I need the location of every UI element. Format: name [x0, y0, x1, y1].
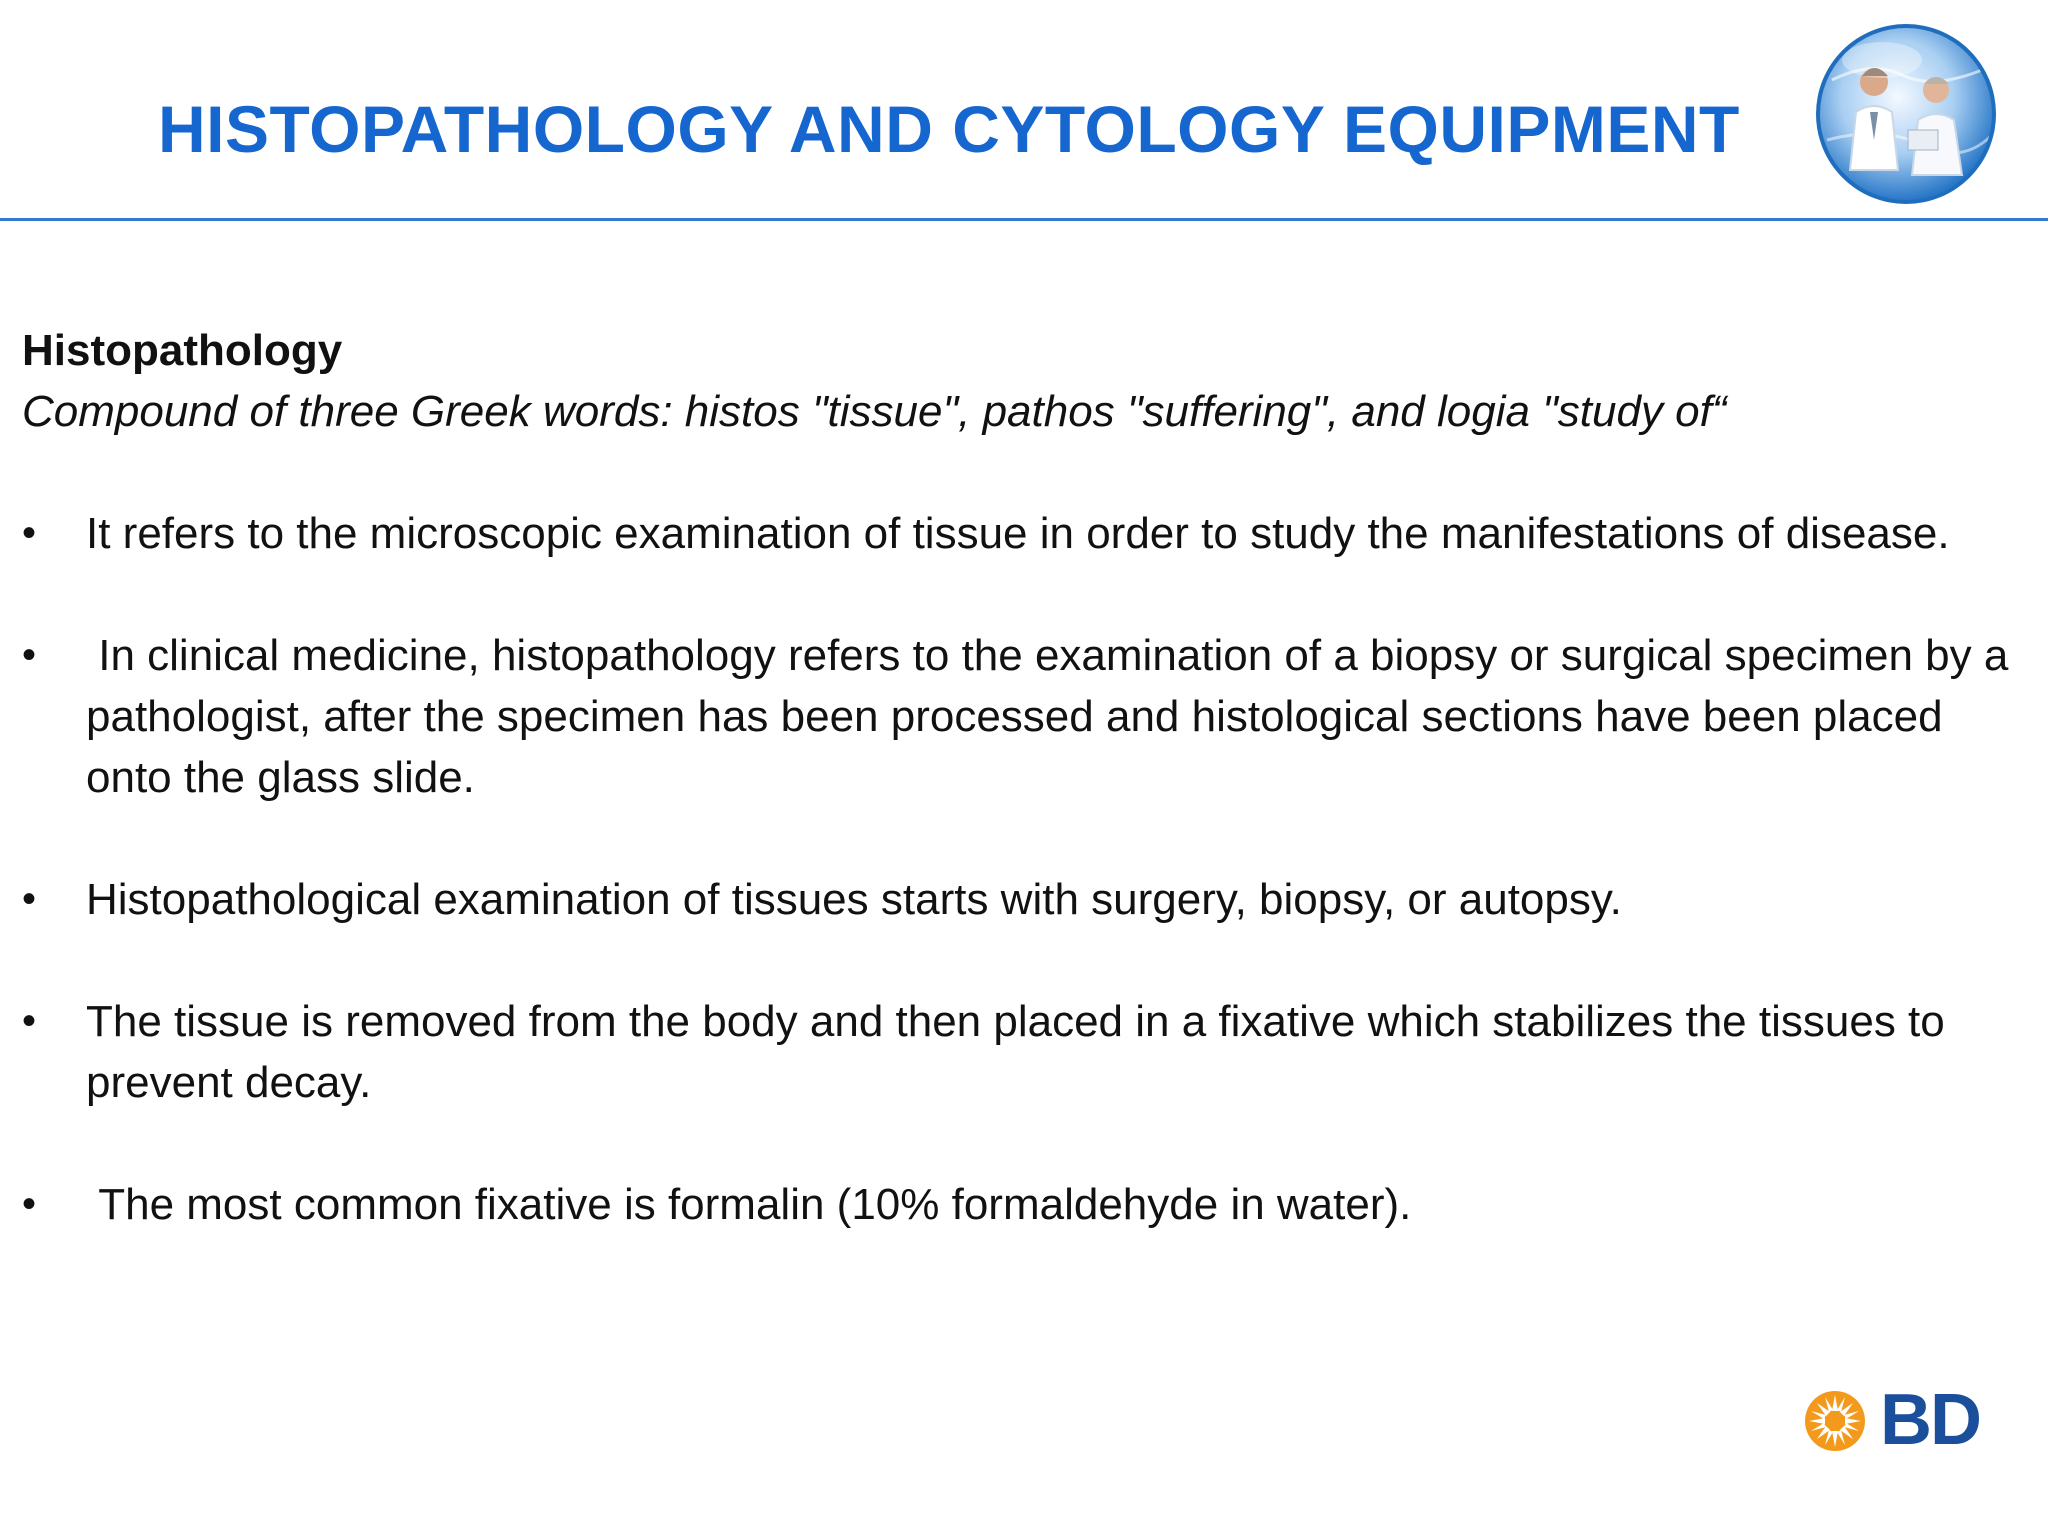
bullet-text: The tissue is removed from the body and then placed in a fixative which stabilizes the tissues to prevent decay.	[86, 997, 1945, 1107]
bullet-text: Histopathological examination of tissues starts with surgery, biopsy, or autopsy.	[86, 875, 1622, 924]
slide-content	[22, 320, 2021, 1296]
section-subheading: Compound of three Greek words: histos "tissue", pathos "suffering", and logia "study of“	[22, 387, 1727, 436]
title-divider	[0, 218, 2048, 221]
list-item	[22, 869, 2012, 930]
section-heading: Histopathology	[22, 326, 343, 375]
globe-scientists-icon	[1812, 20, 2000, 208]
bullet-text: In clinical medicine, histopathology refers to the examination of a biopsy or surgical specimen by a pathologist, after the specimen has been processed and histological sections have been placed onto the glass slide.	[86, 631, 2021, 802]
bullet-icon: •	[22, 1182, 37, 1226]
bullet-text: The most common fixative is formalin (10% formaldehyde in water).	[86, 1180, 1412, 1229]
bullet-text: It refers to the microscopic examination of tissue in order to study the manifestations of disease.	[86, 509, 1950, 558]
list-item	[22, 503, 2012, 564]
slide-title: HISTOPATHOLOGY AND CYTOLOGY EQUIPMENT	[158, 92, 1740, 166]
bd-sun-logo-icon	[1800, 1386, 1870, 1456]
list-item	[22, 1174, 2012, 1235]
bullet-icon: •	[22, 877, 37, 921]
list-item	[22, 625, 2021, 808]
bd-logo	[1800, 1380, 2000, 1460]
bullet-icon: •	[22, 633, 37, 677]
bullet-list	[22, 503, 2021, 1235]
list-item	[22, 991, 2012, 1113]
bullet-icon: •	[22, 999, 37, 1043]
bullet-icon: •	[22, 511, 37, 555]
bd-logo-text: BD	[1880, 1380, 1980, 1460]
